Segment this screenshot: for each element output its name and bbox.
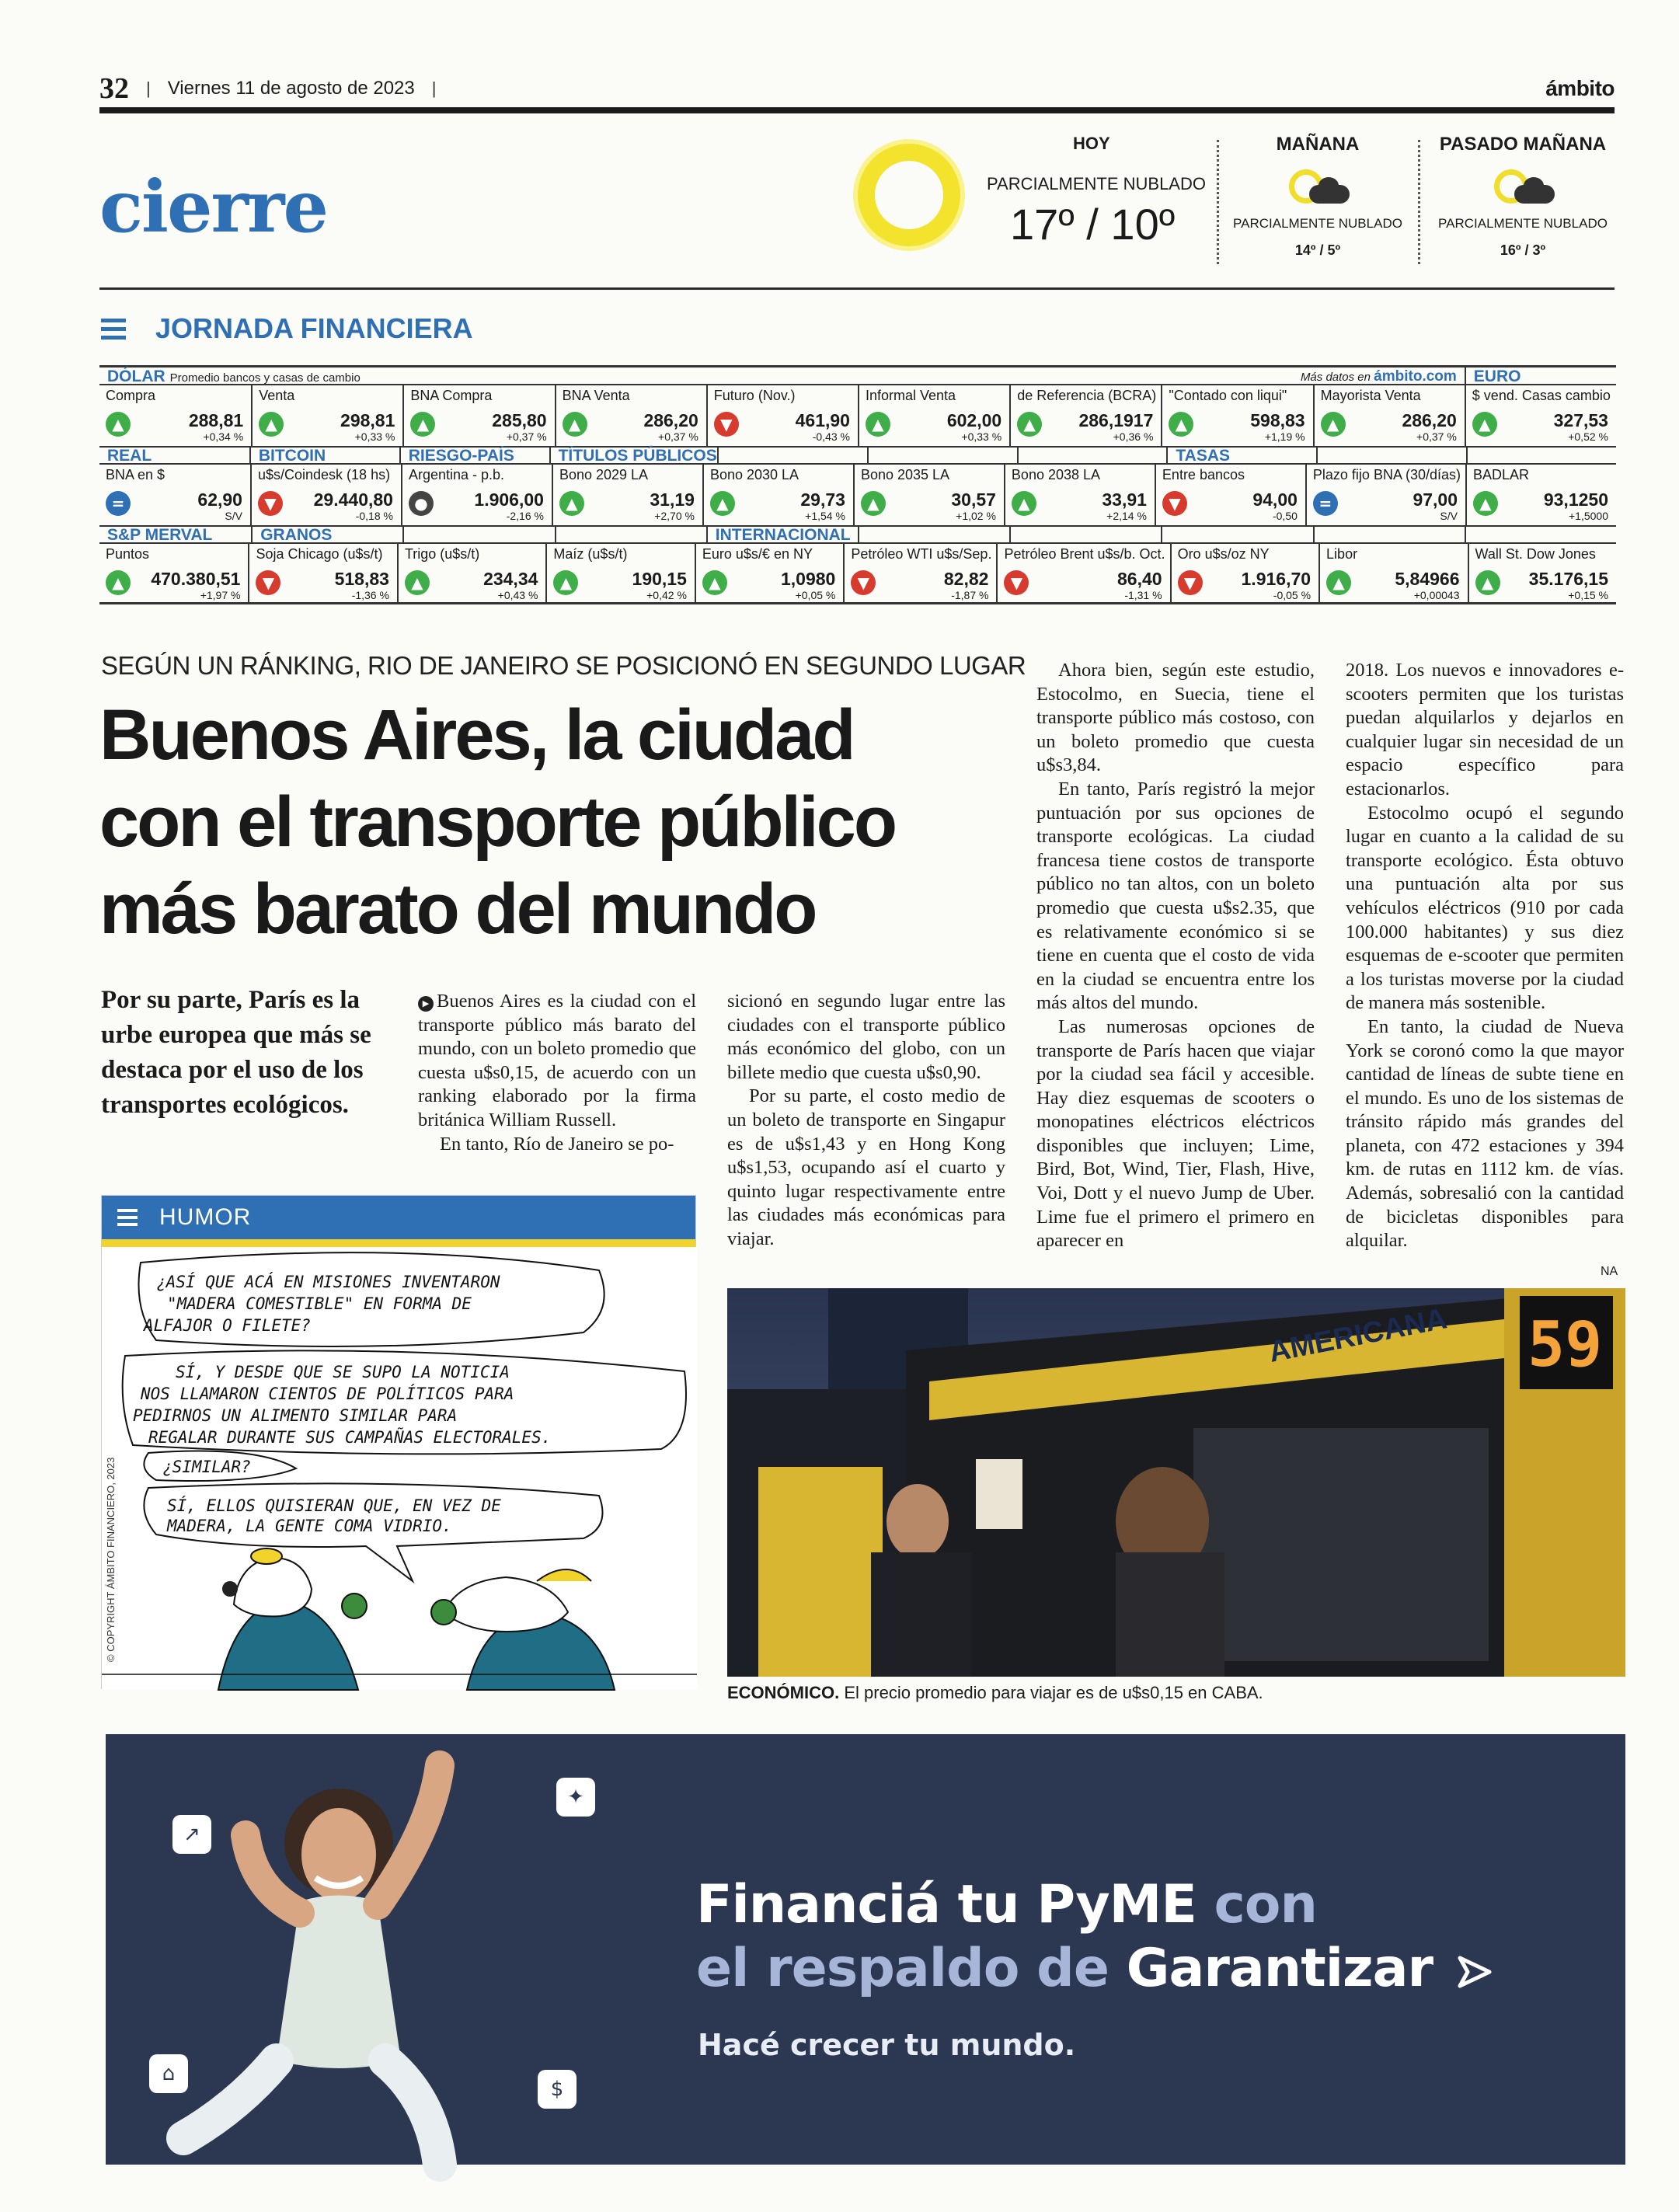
weather-after-title: PASADO MAÑANA — [1439, 134, 1607, 155]
paragraph: Las numerosas opciones de transporte de París hacen que viajar por la ciudad sea fácil y accesible. Hay diez esquemas de scooters o monopatines eléctricos eléctricos disponibles que incluyen; Lime, Bird, Bot, Wind, Tier, Flash, Hive, Voi, Dott y el nuevo Jump de Uber. Lime fue el primero el primero en aparecer en — [1036, 1015, 1315, 1252]
more-data-link[interactable]: Más datos en ámbito.com — [1300, 368, 1457, 385]
paragraph: En tanto, París registró la mejor puntuación por sus opciones de transporte ecológicas. La ciudad francesa tiene costos de transporte público no tan altos, con un boleto promedio que cuesta u$s2.35, que es relativamente económico si se tiene en cuenta que el costo de vida en la ciudad se encuentra entre los más altos del mundo. — [1036, 778, 1315, 1014]
header-separator: | — [146, 78, 151, 98]
finance-value: 33,91 — [1102, 489, 1147, 510]
finance-label: Entre bancos — [1162, 467, 1245, 482]
partly-cloudy-icon — [1283, 165, 1353, 211]
finance-change: -0,43 % — [812, 430, 850, 443]
finance-cell — [1009, 385, 1161, 446]
finance-change: +0,15 % — [1568, 589, 1608, 601]
finance-label: BNA en $ — [106, 467, 165, 482]
arrow-up-icon: ▲ — [410, 412, 435, 437]
finance-label: Bono 2029 LA — [559, 467, 649, 482]
finance-section-title — [1161, 527, 1312, 544]
paragraph: En tanto, Río de Janeiro se po- — [440, 1133, 674, 1155]
finance-change: +0,05 % — [795, 589, 836, 601]
arrow-down-icon: ▼ — [1162, 491, 1187, 516]
finance-section-title — [402, 527, 554, 544]
photo-caption — [727, 1683, 1263, 1703]
finance-value: 327,53 — [1553, 410, 1608, 430]
finance-label: BADLAR — [1473, 467, 1530, 482]
finance-cell — [397, 544, 545, 602]
finance-change: +1,02 % — [956, 510, 996, 522]
finance-change: -0,50 — [1272, 510, 1298, 522]
finance-cell — [1305, 465, 1465, 525]
divider — [99, 287, 1615, 290]
weather-tomorrow — [1217, 134, 1419, 259]
finance-cell — [1161, 385, 1312, 446]
jornada-label: JORNADA FINANCIERA — [155, 312, 473, 344]
dolar-header — [99, 365, 1616, 385]
finance-value: 461,90 — [795, 410, 850, 430]
finance-cell — [1465, 385, 1616, 446]
finance-row — [99, 544, 1616, 604]
caption-text: El precio promedio para viajar es de u$s0,15 en CABA. — [844, 1683, 1263, 1702]
finance-cell — [1170, 544, 1318, 602]
finance-change: -0,18 % — [355, 510, 393, 522]
finance-change: +1,97 % — [200, 589, 241, 601]
bubble-text: ¿SIMILAR? — [162, 1458, 251, 1476]
finance-cell — [996, 544, 1169, 602]
finance-label: Bono 2030 LA — [709, 467, 799, 482]
finance-section-title — [555, 527, 706, 544]
paragraph: Ahora bien, según este estudio, Estocolmo, en Suecia, tiene el transporte público más costoso, con un boleto promedio que cuesta u$s3,84. — [1036, 660, 1315, 776]
finance-label: Petróleo Brent u$s/b. Oct. — [1004, 546, 1165, 562]
finance-change: +0,52 % — [1568, 430, 1608, 443]
garantizar-logo-icon — [1458, 1956, 1491, 1987]
finance-section-title: BITCOIN — [249, 448, 399, 465]
finance-value: 29.440,80 — [313, 489, 393, 510]
dolar-title: DÓLAR Promedio bancos y casas de cambio — [107, 368, 361, 385]
weather-today-temp: 17º / 10º — [1010, 200, 1176, 249]
finance-cell — [1313, 385, 1465, 446]
finance-label: Soja Chicago (u$s/t) — [256, 546, 383, 562]
finance-cell — [99, 544, 248, 602]
finance-cell — [250, 465, 401, 525]
finance-value: 602,00 — [946, 410, 1002, 430]
headline-line: Buenos Aires, la ciudad — [99, 695, 854, 775]
arrow-up-icon: ▲ — [1472, 412, 1497, 437]
paragraph: sicionó en segundo lugar entre las ciudades con el transporte público más económico del globo, con un billete medio que cuesta u$s0,90. — [727, 991, 1005, 1083]
arrow-up-icon: ▲ — [861, 491, 886, 516]
equal-icon: = — [106, 491, 131, 516]
finance-value: 1.916,70 — [1241, 569, 1312, 589]
bubble-text: ¿ASÍ QUE ACÁ EN MISIONES INVENTARON — [156, 1273, 500, 1291]
humor-cartoon — [101, 1195, 696, 1689]
finance-cell — [401, 465, 552, 525]
finance-change: -1,36 % — [351, 589, 389, 601]
finance-change: +0,37 % — [658, 430, 698, 443]
finance-section-title — [1009, 527, 1161, 544]
finance-label: Futuro (Nov.) — [713, 388, 796, 403]
finance-value: 62,90 — [197, 489, 242, 510]
finance-section-title — [858, 527, 1009, 544]
finance-label: Wall St. Dow Jones — [1475, 546, 1596, 562]
finance-change: +0,37 % — [1416, 430, 1457, 443]
ad-headline-line-1: Financiá tu PyME con — [696, 1874, 1317, 1935]
finance-change: S/V — [225, 510, 242, 522]
finance-change: +0,34 % — [203, 430, 244, 443]
arrow-up-icon: ▲ — [1169, 412, 1193, 437]
bubble-text: SÍ, ELLOS QUISIERAN QUE, EN VEZ DE — [167, 1496, 501, 1515]
finance-label: Maíz (u$s/t) — [553, 546, 628, 562]
finance-label: Bono 2035 LA — [860, 467, 950, 482]
finance-label: BNA Venta — [562, 388, 630, 403]
finance-change: +2,70 % — [654, 510, 695, 522]
finance-value: 190,15 — [632, 569, 687, 589]
arrow-up-icon: ▲ — [1326, 570, 1351, 595]
finance-change: -1,87 % — [951, 589, 989, 601]
finance-section-title — [717, 448, 867, 465]
arrow-down-icon: ▼ — [258, 491, 283, 516]
finance-value: 470.380,51 — [151, 569, 241, 589]
weather-after-desc: PARCIALMENTE NUBLADO — [1438, 216, 1608, 231]
finance-change: +0,33 % — [354, 430, 395, 443]
bus-sign: AMERICANA — [1266, 1302, 1450, 1369]
arrow-up-icon: ▲ — [405, 570, 430, 595]
arrow-down-icon: ▼ — [851, 570, 876, 595]
arrow-up-icon: ▲ — [1012, 491, 1036, 516]
finance-label: Venta — [259, 388, 295, 403]
section-title: cierre — [99, 165, 327, 249]
finance-change: -2,16 % — [506, 510, 544, 522]
finance-section-title: S&P MERVAL — [107, 526, 213, 544]
finance-row — [99, 465, 1616, 525]
page-header — [99, 72, 1615, 113]
finance-change: +0,33 % — [961, 430, 1002, 443]
article-column-1 — [418, 990, 696, 1156]
finance-label: Libor — [1326, 546, 1358, 562]
arrow-up-icon: ▲ — [702, 570, 727, 595]
finance-label: BNA Compra — [410, 388, 493, 403]
paragraph: Estocolmo ocupó el segundo lugar en cuanto a la calidad de su transporte ecológico. Ésta obtuvo una puntuación alta por sus vehículos eléctricos (910 por cada 100.000 habitantes) y sus diez esquemas de e-scooter que permiten a los turistas moverse por la ciudad de manera más sostenible. — [1346, 802, 1624, 1014]
finance-value: 234,34 — [483, 569, 538, 589]
humor-title: HUMOR — [159, 1204, 252, 1230]
finance-cell — [248, 544, 396, 602]
finance-change: -0,05 % — [1273, 589, 1312, 601]
arrow-up-icon: ▲ — [563, 412, 587, 437]
caption-lead: ECONÓMICO. — [727, 1683, 840, 1702]
finance-change: +0,42 % — [646, 589, 687, 601]
cartoon-drawing — [102, 1247, 697, 1690]
lightbulb-icon: ✦ — [556, 1778, 595, 1817]
arrow-up-icon: ▲ — [866, 412, 890, 437]
finance-section-header — [99, 525, 1616, 544]
finance-label: u$s/Coindesk (18 hs) — [257, 467, 391, 482]
finance-label: $ vend. Casas cambio — [1472, 388, 1611, 403]
weather-today-desc: PARCIALMENTE NUBLADO — [987, 174, 1206, 193]
finance-change: +2,14 % — [1106, 510, 1147, 522]
finance-section-title: TASAS — [1166, 448, 1316, 465]
chart-icon: ↗ — [172, 1815, 211, 1854]
finance-cell — [858, 385, 1009, 446]
finance-cell — [695, 544, 843, 602]
partly-cloudy-icon — [1488, 165, 1558, 211]
weather-after-temp: 16º / 3º — [1500, 242, 1546, 258]
bus-photo-image — [727, 1288, 1625, 1677]
arrow-up-icon: ▲ — [553, 570, 578, 595]
headline-line: con el transporte público — [99, 782, 896, 862]
ad-tagline: Hacé crecer tu mundo. — [698, 2028, 1076, 2062]
finance-value: 93,1250 — [1543, 489, 1608, 510]
header-separator: | — [431, 78, 437, 98]
finance-label: Compra — [106, 388, 156, 403]
humor-header — [102, 1196, 695, 1239]
finance-value: 29,73 — [800, 489, 845, 510]
finance-section-header — [99, 446, 1616, 465]
bus-photo — [727, 1288, 1625, 1677]
finance-section-title: RIESGO-PAÍS — [399, 448, 549, 465]
arrow-down-icon: ▼ — [1004, 570, 1029, 595]
finance-change: S/V — [1440, 510, 1458, 522]
finance-value: 598,83 — [1250, 410, 1305, 430]
finance-change: +0,00043 — [1413, 589, 1460, 601]
weather-tomorrow-desc: PARCIALMENTE NUBLADO — [1233, 216, 1402, 231]
bubble-text: REGALAR DURANTE SUS CAMPAÑAS ELECTORALES. — [148, 1428, 552, 1447]
article-column-3 — [1036, 659, 1315, 1253]
weather-after — [1422, 134, 1624, 259]
finance-value: 518,83 — [334, 569, 389, 589]
finance-section-title — [1316, 448, 1466, 465]
humor-strip — [102, 1239, 695, 1247]
finance-cell — [552, 465, 702, 525]
article-headline — [99, 691, 1008, 953]
finance-cell — [1318, 544, 1467, 602]
finance-label: "Contado con liqui" — [1169, 388, 1287, 403]
finance-section-title: GRANOS — [251, 527, 402, 544]
finance-cell — [1004, 465, 1155, 525]
finance-value: 31,19 — [650, 489, 695, 510]
garantizar-advertisement[interactable] — [106, 1734, 1625, 2165]
finance-section-title — [1313, 527, 1465, 544]
arrow-up-icon: ▲ — [1473, 491, 1498, 516]
arrow-up-icon: ▲ — [1321, 412, 1346, 437]
bubble-text: SÍ, Y DESDE QUE SE SUPO LA NOTICIA — [176, 1363, 510, 1381]
weather-tomorrow-title: MAÑANA — [1276, 134, 1360, 155]
finance-label: Plazo fijo BNA (30/días) — [1312, 467, 1461, 482]
finance-cell — [545, 544, 694, 602]
finance-change: -1,31 % — [1124, 589, 1162, 601]
finance-label: de Referencia (BCRA) — [1017, 388, 1157, 403]
issue-date: Viernes 11 de agosto de 2023 — [167, 78, 415, 99]
finance-cell — [1465, 465, 1616, 525]
finance-change: +0,37 % — [506, 430, 547, 443]
bubble-text: ALFAJOR O FILETE? — [144, 1316, 311, 1335]
finance-label: Oro u$s/oz NY — [1177, 546, 1270, 562]
ad-headline-line-2: el respaldo de Garantizar — [696, 1938, 1491, 1999]
jornada-title — [101, 312, 473, 345]
equal-icon: = — [1313, 491, 1338, 516]
play-icon: ▶ — [418, 996, 434, 1012]
finance-section-title: INTERNACIONAL — [706, 527, 858, 544]
finance-cell — [702, 465, 853, 525]
finance-value: 5,84966 — [1395, 569, 1460, 589]
paragraph: 2018. Los nuevos e innovadores e-scooters permiten que los turistas puedan alquilarlos y dejarlos en cualquier lugar sin necesidad de un espacio específico para estacionarlos. — [1346, 660, 1624, 799]
dollar-icon: $ — [538, 2070, 577, 2109]
arrow-up-icon: ▲ — [106, 412, 131, 437]
arrow-down-icon: ▼ — [714, 412, 739, 437]
arrow-up-icon: ▲ — [106, 570, 131, 595]
article-lead: Por su parte, París es la urbe europea que más se destaca por el uso de los transportes ecológicos. — [101, 986, 371, 1119]
article-column-2 — [727, 990, 1005, 1252]
finance-value: 286,20 — [1402, 410, 1457, 430]
finance-value: 82,82 — [943, 569, 989, 589]
finance-cell — [99, 385, 251, 446]
arrow-up-icon: ▲ — [1475, 570, 1500, 595]
finance-value: 285,80 — [492, 410, 547, 430]
financial-table — [99, 365, 1616, 604]
finance-label: Mayorista Venta — [1320, 388, 1421, 403]
finance-value: 298,81 — [340, 410, 395, 430]
paragraph: Por su parte, el costo medio de un boleto de transporte en Singapur es de u$s1,43 y en Hong Kong u$s1,53, ocupando así el cuarto y quinto lugar respectivamente entre las ciudades más económicas para viajar. — [727, 1085, 1005, 1249]
finance-cell — [853, 465, 1004, 525]
finance-value: 97,00 — [1413, 489, 1458, 510]
finance-value: 286,1917 — [1078, 410, 1154, 430]
finance-cell — [843, 544, 996, 602]
finance-label: Argentina - p.b. — [408, 467, 505, 482]
euro-title: EURO — [1465, 368, 1616, 386]
paragraph: Buenos Aires es la ciudad con el transporte público más barato del mundo, con un boleto promedio que cuesta u$s0,15, de acuerdo con un ranking elaborado por la firma británica William Russell. — [418, 991, 696, 1130]
arrow-down-icon: ▼ — [256, 570, 280, 595]
article-column-4 — [1346, 659, 1624, 1253]
finance-label: Informal Venta — [865, 388, 956, 403]
sun-icon — [858, 144, 960, 246]
finance-section-title: REAL — [107, 447, 152, 465]
finance-value: 1.906,00 — [474, 489, 544, 510]
arrow-up-icon: ▲ — [1017, 412, 1042, 437]
finance-value: 286,20 — [643, 410, 698, 430]
finance-label: Bono 2038 LA — [1011, 467, 1101, 482]
finance-cell — [706, 385, 858, 446]
article-signature: NA — [1601, 1265, 1618, 1278]
arrow-up-icon: ▲ — [710, 491, 735, 516]
newspaper-brand: ámbito — [1545, 76, 1615, 100]
finance-cell — [251, 385, 402, 446]
cartoon-copyright: © COPYRIGHT ÁMBITO FINANCIERO, 2023 — [105, 1457, 117, 1662]
weather-today-title: HOY — [1073, 134, 1110, 153]
finance-cell — [99, 465, 250, 525]
bubble-text: "MADERA COMESTIBLE" EN FORMA DE — [167, 1294, 472, 1313]
finance-value: 86,40 — [1117, 569, 1162, 589]
bank-icon: ⌂ — [149, 2054, 188, 2093]
finance-section-title — [1465, 527, 1616, 544]
weather-tomorrow-temp: 14º / 5º — [1294, 242, 1341, 258]
bubble-text: PEDIRNOS UN ALIMENTO SIMILAR PARA — [133, 1406, 458, 1425]
paragraph: En tanto, la ciudad de Nueva York se coronó como la que mayor cantidad de líneas de subte tiene en el mundo. Es uno de los sistemas de tránsito rápido más grandes del planeta, con 472 estaciones y 394 km. de rutas en 1112 km. de vías. Además, sobresalió con la cantidad de bicicletas disponibles para alquilar. — [1346, 1015, 1624, 1252]
finance-label: Euro u$s/€ en NY — [702, 546, 813, 562]
finance-section-title: TÍTULOS PÚBLICOS — [549, 448, 717, 465]
finance-change: +0,43 % — [497, 589, 538, 601]
finance-change: +1,5000 — [1568, 510, 1608, 522]
finance-label: Petróleo WTI u$s/Sep. — [851, 546, 992, 562]
headline-line: más barato del mundo — [99, 869, 816, 949]
finance-section-title — [1017, 448, 1167, 465]
neutral-icon: ● — [409, 491, 434, 516]
finance-label: Puntos — [106, 546, 150, 562]
bubble-text: MADERA, LA GENTE COMA VIDRIO. — [167, 1517, 452, 1535]
arrow-up-icon: ▲ — [559, 491, 584, 516]
finance-cell — [402, 385, 554, 446]
finance-section-title — [1466, 448, 1616, 465]
finance-cell — [1468, 544, 1616, 602]
finance-cell — [1155, 465, 1305, 525]
menu-icon — [117, 1205, 138, 1230]
bus-route-number: 59 — [1527, 1308, 1603, 1381]
menu-icon — [101, 314, 126, 344]
finance-change: +0,36 % — [1113, 430, 1154, 443]
finance-cell — [555, 385, 706, 446]
finance-change: +1,19 % — [1264, 430, 1305, 443]
finance-value: 1,0980 — [781, 569, 836, 589]
finance-section-title — [867, 448, 1017, 465]
bubble-text: NOS LLAMARON CIENTOS DE POLÍTICOS PARA — [141, 1385, 514, 1403]
finance-value: 288,81 — [188, 410, 244, 430]
arrow-up-icon: ▲ — [259, 412, 284, 437]
article-kicker: SEGÚN UN RÁNKING, RIO DE JANEIRO SE POSICIONÓ EN SEGUNDO LUGAR — [101, 651, 1026, 680]
finance-row — [99, 385, 1616, 446]
arrow-down-icon: ▼ — [1178, 570, 1203, 595]
finance-value: 94,00 — [1252, 489, 1298, 510]
finance-value: 35.176,15 — [1528, 569, 1608, 589]
finance-change: +1,54 % — [805, 510, 845, 522]
page-number: 32 — [99, 72, 129, 105]
finance-value: 30,57 — [951, 489, 996, 510]
finance-label: Trigo (u$s/t) — [404, 546, 480, 562]
